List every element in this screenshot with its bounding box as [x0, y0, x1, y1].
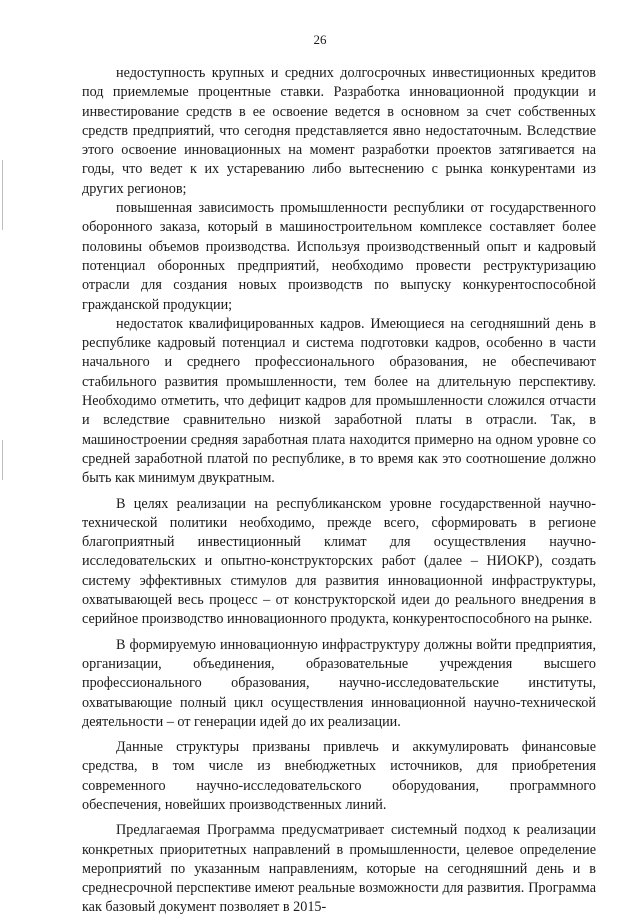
paragraph-financing: Данные структуры призваны привлечь и аккумулировать финансовые средства, в том числе из внебюджетных источников, для приобретения современного научно-исследовательского оборудования, программного обеспечения, новейших производственных линий. — [82, 739, 596, 813]
document-body — [82, 64, 596, 918]
paragraph-innovation-infrastructure: В формируемую инновационную инфраструктуру должны войти предприятия, организации, объединения, образовательные учреждения высшего профессионального образования, научно-исследовательские институты, охватывающие полный цикл осуществления инновационной научно-технической деятельности – от генерации идей до их реализации. — [82, 636, 596, 730]
paragraph-staff-shortage: недостаток квалифицированных кадров. Имеющиеся на сегодняшний день в республике кадровый потенциал и система подготовки кадров, особенно в части начального и среднего профессионального образования, не обеспечивают стабильного развития промышленности, тем более на длительную перспективу. Необходимо отметить, что дефицит кадров для промышленности сложился отчасти и вследствие сравнительно низкой заработной платы в отрасли. Так, в машиностроении средняя заработная плата находится примерно на одном уровне со средней заработной платой по республике, в то время как это соотношение должно быть как минимум двукратным. — [82, 315, 596, 487]
scan-margin-mark — [2, 440, 3, 480]
paragraph-program-approach: Предлагаемая Программа предусматривает системный подход к реализации конкретных приоритетных направлений в промышленности, целевое определение мероприятий по указанным направлениям, которые на сегодняшний день и в среднесрочной перспективе имеют реальные возможности для развития. Программа как базовый документ позволяет в 2015- — [82, 822, 596, 916]
page-number: 26 — [313, 32, 327, 47]
paragraph-innovation-policy: В целях реализации на республиканском уровне государственной научно-технической политики необходимо, прежде всего, сформировать в регионе благоприятный инвестиционный климат для осуществления научно-исследовательских и опытно-конструкторских работ (далее – НИОКР), создать систему эффективных стимулов для развития инновационной инфраструктуры, охватывающей весь процесс – от конструкторской идеи до реального внедрения в серийное производство инновационного продукта, конкурентоспособного на рынке. — [82, 495, 596, 628]
paragraph-defense-dependence: повышенная зависимость промышленности республики от государственного оборонного заказа, который в машиностроительном комплексе составляет более половины объемов производства. Используя производственный опыт и кадровый потенциал оборонных предприятий, необходимо провести реструктуризацию отрасли для создания новых производств по выпуску конкурентоспособной гражданской продукции; — [82, 200, 596, 313]
scan-margin-mark — [2, 160, 3, 230]
paragraph-continuation: недоступность крупных и средних долгосрочных инвестиционных кредитов под приемлемые процентные ставки. Разработка инновационной продукции и инвестирование средств в ее освоение ведется в основном за счет собственных средств предприятий, что сегодня представляется явно недостаточным. Вследствие этого освоение инновационных на момент разработки проектов затягивается на годы, что ведет к их устареванию либо вытеснению с рынка конкурентами из других регионов; — [82, 65, 596, 197]
